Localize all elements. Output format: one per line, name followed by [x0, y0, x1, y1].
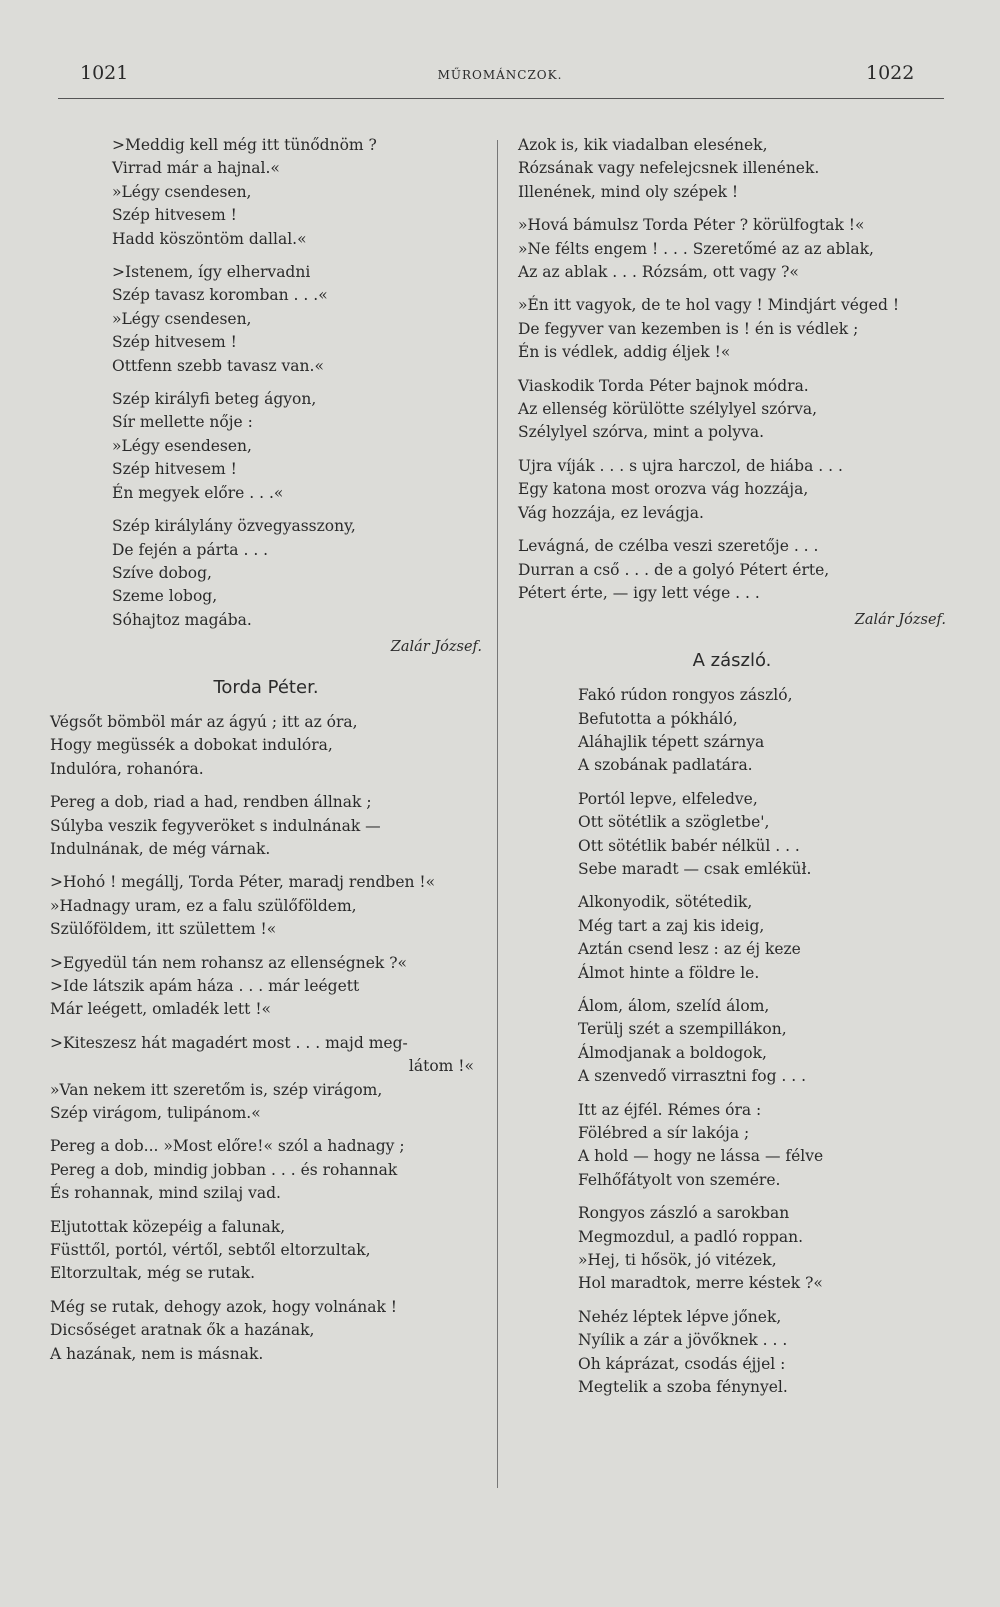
stanza: [518, 214, 946, 284]
poem-line: Én is védlek, addig éljek !«: [518, 343, 731, 362]
poem-line: Itt az éjfél. Rémes óra :: [578, 1100, 762, 1119]
poem-line: Pétert érte, — igy lett vége . . .: [518, 583, 760, 602]
poem-line: »Légy esendesen,: [112, 436, 252, 455]
stanza: [518, 1202, 946, 1296]
poem-line: Oh káprázat, csodás éjjel :: [578, 1354, 786, 1373]
poem-line: Álmot hinte a földre le.: [578, 963, 760, 982]
poem-line: »Légy csendesen,: [112, 309, 252, 328]
poem-line: Indulóra, rohanóra.: [50, 759, 204, 778]
poem-line: »Ne félts engem ! . . . Szeretőmé az az ablak,: [518, 239, 874, 258]
poem-line: Nyílik a zár a jövőknek . . .: [578, 1331, 788, 1350]
stanza: [50, 1296, 482, 1366]
poem-line: Pereg a dob... »Most előre!« szól a hadnagy ;: [50, 1137, 405, 1156]
poem-line: Portól lepve, elfeledve,: [578, 789, 758, 808]
poem-line: Már leégett, omladék lett !«: [50, 1000, 272, 1019]
stanza: [518, 891, 946, 985]
poem-line: Én megyek előre . . .«: [112, 483, 284, 502]
poem-line: A szobának padlatára.: [578, 756, 753, 775]
stanza: [518, 1099, 946, 1193]
stanza: [50, 711, 482, 781]
stanza: [50, 515, 482, 632]
poem-line: Alkonyodik, sötétedik,: [578, 893, 753, 912]
poem-line: Dicsőséget aratnak ők a hazának,: [50, 1321, 315, 1340]
poem-line: Ott sötétlik a szögletbe',: [578, 813, 770, 832]
poem-line: Fölébred a sír lakója ;: [578, 1124, 750, 1143]
poem-line: A szenvedő virrasztni fog . . .: [578, 1067, 807, 1086]
poem-line: És rohannak, mind szilaj vad.: [50, 1184, 281, 1203]
stanza: [50, 1032, 482, 1126]
poem-line: Álom, álom, szelíd álom,: [578, 997, 770, 1015]
poem-line: Hogy megüssék a dobokat indulóra,: [50, 736, 333, 755]
poem-title: Torda Péter.: [213, 676, 319, 698]
poem-line: Rózsának vagy nefelejcsnek illenének.: [518, 159, 820, 178]
poem-line: Súlyba veszik fegyveröket s indulnának —: [50, 816, 381, 835]
poem-line: Hadd köszöntöm dallal.«: [112, 229, 307, 248]
poem-line: »Hadnagy uram, ez a falu szülőföldem,: [50, 896, 357, 915]
poem-line: Indulnának, de még várnak.: [50, 839, 271, 858]
poem-line: Rongyos zászló a sarokban: [578, 1204, 790, 1223]
poem-line: Virrad már a hajnal.«: [112, 159, 280, 178]
stanza: [518, 375, 946, 445]
poem-line: Az ellenség körülötte szélylyel szórva,: [518, 400, 818, 419]
stanza: [50, 134, 482, 251]
column-divider: [497, 140, 498, 1488]
poem-line: >Meddig kell még itt tünődnöm ?: [112, 136, 377, 154]
poem-line: Szép virágom, tulipánom.«: [50, 1104, 261, 1123]
poem-line: Szép hitvesem !: [112, 206, 237, 225]
poem-line: Sebe maradt — csak emléküł.: [578, 859, 812, 878]
poem-line: Aztán csend lesz : az éj keze: [578, 940, 801, 959]
stanza: [50, 791, 482, 861]
poem-line: Ottfenn szebb tavasz van.«: [112, 356, 324, 375]
poem-line: A hazának, nem is másnak.: [50, 1344, 264, 1363]
poem-line: Megmozdul, a padló roppan.: [578, 1227, 804, 1246]
poem-line: »Hej, ti hősök, jó vitézek,: [578, 1251, 777, 1270]
poem-line: Ujra víják . . . s ujra harczol, de hiába . . .: [518, 456, 843, 475]
stanza: [518, 684, 946, 778]
poem-line: Szép királyfi beteg ágyon,: [112, 390, 317, 409]
poem-line: Szíve dobog,: [112, 563, 212, 582]
stanza: [518, 455, 946, 525]
poem-line: >Kiteszesz hát magadért most . . . majd meg-: [50, 1033, 408, 1052]
poem-line: Vág hozzája, ez levágja.: [518, 503, 704, 522]
author-signature: Zalár József.: [854, 612, 946, 629]
poem-line: Fakó rúdon rongyos zászló,: [578, 686, 793, 705]
stanza: [50, 388, 482, 505]
poem-line: Levágná, de czélba veszi szeretője . . .: [518, 537, 819, 556]
poem-line: Még se rutak, dehogy azok, hogy volnának !: [50, 1297, 398, 1316]
stanza: [50, 261, 482, 378]
page-header: [0, 62, 1000, 92]
running-title: MŰROMÁNCZOK.: [437, 68, 563, 82]
poem-line: Pereg a dob, mindig jobban . . . és rohannak: [50, 1160, 398, 1179]
poem-line: Végsőt bömböl már az ágyú ; itt az óra,: [50, 712, 358, 731]
poem-line: Pereg a dob, riad a had, rendben állnak ;: [50, 793, 372, 812]
stanza: [518, 1306, 946, 1400]
poem-line: Sóhajtoz magába.: [112, 610, 252, 629]
poem-line: Aláhajlik tépett szárnya: [578, 732, 765, 751]
page-number-left: 1021: [80, 62, 129, 84]
stanza: [518, 294, 946, 364]
right-column: [518, 134, 946, 1410]
poem-line: Megtelik a szoba fénynyel.: [578, 1378, 788, 1397]
poem-line: Befutotta a pókháló,: [578, 709, 738, 728]
stanza: [50, 1135, 482, 1205]
left-column: [50, 134, 482, 1376]
header-rule: [58, 98, 944, 99]
poem-line: >Istenem, így elhervadni: [112, 263, 311, 282]
poem-line: »Légy csendesen,: [112, 182, 252, 201]
poem-line: >Hohó ! megállj, Torda Péter, maradj rendben !«: [50, 873, 436, 892]
poem-line: >Ide látszik apám háza . . . már leégett: [50, 977, 360, 995]
poem-line: Sír mellette nője :: [112, 413, 253, 432]
poem-line: Illenének, mind oly szépek !: [518, 182, 739, 201]
poem-line: Egy katona most orozva vág hozzája,: [518, 480, 809, 499]
stanza: [50, 952, 482, 1022]
poem-line: Nehéz léptek lépve jőnek,: [578, 1307, 782, 1326]
poem-line: Szép tavasz koromban . . .«: [112, 286, 328, 305]
poem-line: »Van nekem itt szeretőm is, szép virágom,: [50, 1080, 383, 1099]
poem-line: Szép hitvesem !: [112, 460, 237, 479]
poem-line: Szélylyel szórva, mint a polyva.: [518, 423, 765, 442]
poem-line: Szép hitvesem !: [112, 333, 237, 352]
poem-line: Hol maradtok, merre késtek ?«: [578, 1274, 823, 1293]
stanza: [50, 1216, 482, 1286]
stanza: [50, 871, 482, 941]
poem-line: A hold — hogy ne lássa — félve: [578, 1147, 824, 1166]
author-signature: Zalár József.: [390, 639, 482, 656]
poem-line: Ott sötétlik babér nélkül . . .: [578, 836, 800, 855]
stanza: [518, 535, 946, 605]
poem-title: A zászló.: [692, 649, 772, 671]
page-number-right: 1022: [866, 62, 915, 84]
poem-line: De fején a párta . . .: [112, 540, 269, 559]
poem-line: Még tart a zaj kis ideig,: [578, 916, 765, 935]
poem-line-continuation: látom !«: [408, 1057, 474, 1076]
poem-line: Szép királylány özvegyasszony,: [112, 517, 356, 536]
poem-line: Viaskodik Torda Péter bajnok módra.: [518, 376, 809, 395]
poem-line: Eltorzultak, még se rutak.: [50, 1264, 256, 1283]
poem-line: Azok is, kik viadalban elesének,: [518, 136, 768, 154]
poem-line: »Hová bámulsz Torda Péter ? körülfogtak !«: [518, 216, 865, 235]
stanza: [518, 995, 946, 1089]
poem-line: Eljutottak közepéig a falunak,: [50, 1217, 286, 1236]
poem-line: Terülj szét a szempillákon,: [578, 1020, 787, 1039]
poem-line: Szeme lobog,: [112, 587, 218, 606]
poem-line: Durran a cső . . . de a golyó Pétert érte,: [518, 560, 830, 579]
stanza: [518, 134, 946, 204]
poem-line: »Én itt vagyok, de te hol vagy ! Mindjárt véged !: [518, 296, 900, 315]
poem-line: Felhőfátyolt von szemére.: [578, 1170, 781, 1189]
poem-line: De fegyver van kezemben is ! én is védlek ;: [518, 319, 859, 338]
poem-line: >Egyedül tán nem rohansz az ellenségnek ?«: [50, 953, 407, 972]
poem-line: Az az ablak . . . Rózsám, ott vagy ?«: [518, 263, 799, 282]
poem-line: Álmodjanak a boldogok,: [578, 1043, 767, 1062]
stanza: [518, 788, 946, 882]
poem-line: Füsttől, portól, vértől, sebtől eltorzultak,: [50, 1241, 371, 1260]
poem-line: Szülőföldem, itt születtem !«: [50, 920, 277, 939]
